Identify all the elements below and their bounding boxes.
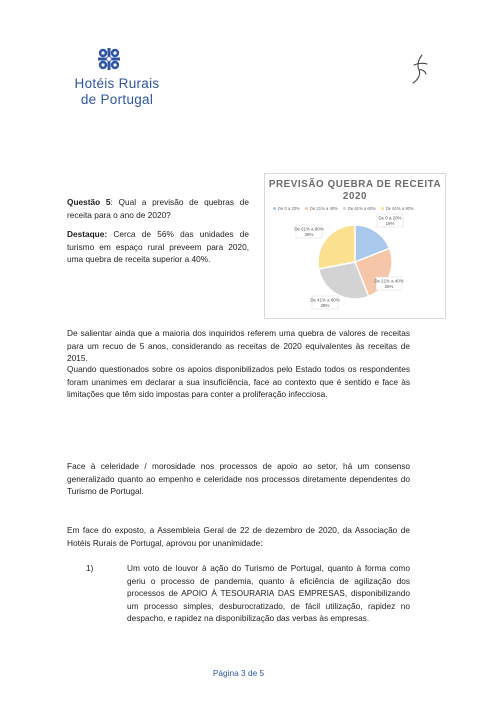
slice-category-label: De 21% a 40% [374,278,404,284]
list-item-text: Um voto de louvor à ação do Turismo de Portugal, quanto à forma como geriu o processo de pandemia, quanto à eficiência de agilização dos processos de APOIO À TESOURARIA DAS EMPRESAS, disponibilizando um processo simples, desburocratizado, de fácil utilização, rapidez no despacho, e rapidez na disponibilização das verbas às empresas. [127,563,410,624]
chart-title: PREVISÃO QUEBRA DE RECEITA 2020 [268,179,442,202]
legend-label: De 41% a 60% [347,206,376,211]
paragraph-p4: Em face do exposto, a Assembleia Geral de 22 de dezembro de 2020, da Associação de Hotéis Rurais de Portugal, aprovou por unanimidade: [67,525,410,548]
question-block [67,196,249,266]
question-label: Questão 5 [67,197,111,207]
paragraph-p1: De salientar ainda que a maioria dos inquiridos referem uma quebra de valores de receitas para um recuo de 5 anos, considerando as receitas de 2020 equivalentes às receitas de 2015. [67,328,410,364]
signature-icon [404,52,434,86]
slice-value-label: 28% [304,232,314,237]
paragraph-p2: Quando questionados sobre os apoios disponibilizados pelo Estado todos os respondentes foram unanimes em declarar a sua insuficiência, face ao contexto que é sentido e face às limitações que têm sido impostas para conter a proliferação infecciosa. [67,364,410,400]
slice-label [374,277,403,290]
slice-category-label: De 41% a 60% [310,297,340,303]
slice-label [377,214,403,227]
slice-label [310,296,339,309]
slice-category-label: De 0 a 20% [378,215,402,221]
paragraph-p3: Face à celeridade / morosidade nos processos de apoio ao setor, há um consenso generalizado quanto ao empenho e celeridade nos processos diretamente dependentes do Turismo de Portugal. [67,461,410,497]
question-text: : Qual a previsão de quebras de receita para o ano de 2020? [67,197,249,220]
logo-text-line2: de Portugal [80,92,154,107]
highlight-text: Cerca de 56% das unidades de turismo em espaço rural preveem para 2020, uma quebra de receita superior a 40%. [67,229,249,265]
pie-plot [265,174,445,318]
legend-label: De 61% a 80% [385,206,414,211]
slice-value-label: 25% [384,284,394,289]
pie-slice [318,225,355,269]
slice-label [294,225,323,238]
legend-label: De 0 a 20% [278,206,300,211]
pie-chart [264,173,446,319]
slice-category-label: De 61% a 80% [294,226,324,232]
highlight-paragraph [67,228,249,266]
ornament-icon [96,46,122,72]
legend-label: De 21% a 40% [309,206,338,211]
logo-text-line1: Hotéis Rurais [74,76,160,91]
highlight-label: Destaque: [67,229,108,240]
list-number: 1) [86,563,94,573]
slice-value-label: 19% [385,221,395,226]
question-paragraph [67,196,249,221]
page-number: Página 3 de 5 [212,668,265,678]
slice-value-label: 28% [320,303,330,308]
